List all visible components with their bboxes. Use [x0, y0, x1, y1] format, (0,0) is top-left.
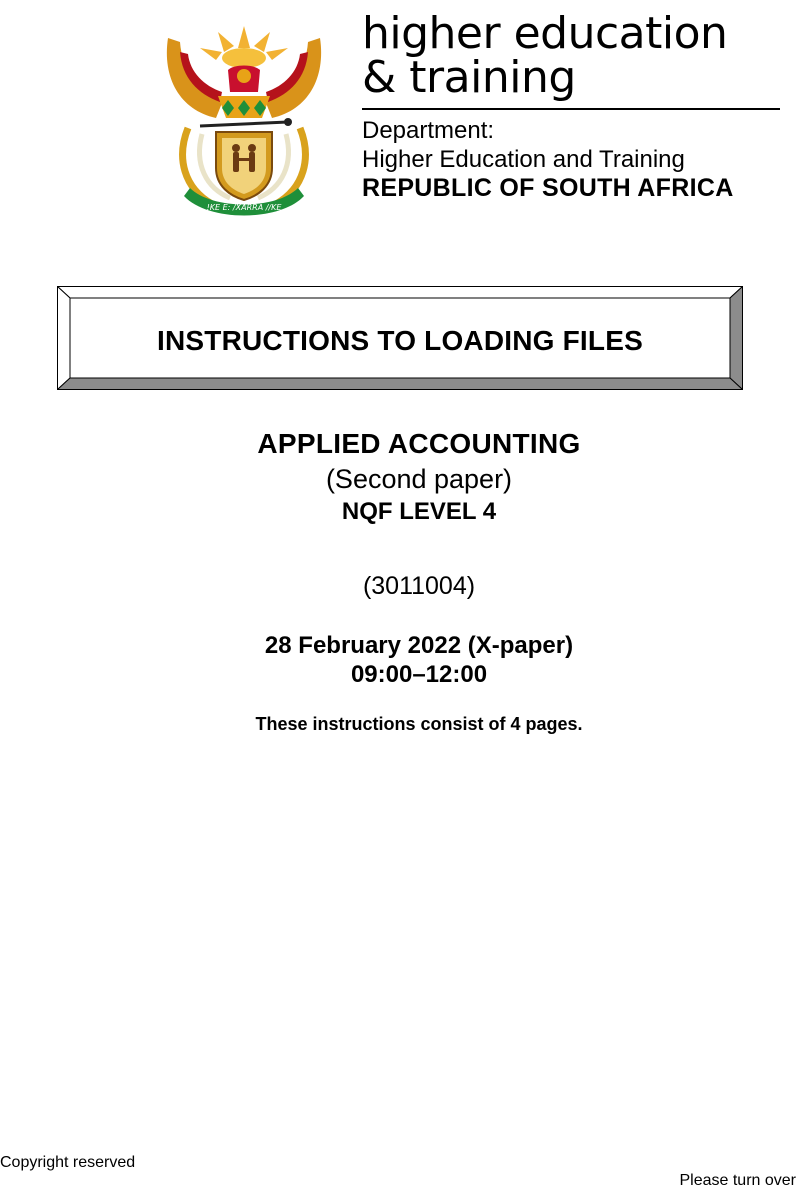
- paper-subtitle: (Second paper): [325, 464, 513, 494]
- brand-line-2: & training: [362, 52, 576, 103]
- motto-text: !KE E: /XARRA //KE: [206, 203, 282, 212]
- subject-code: (3011004): [362, 572, 476, 600]
- title-box: [57, 286, 743, 390]
- subject-title: APPLIED ACCOUNTING: [257, 428, 581, 459]
- exam-time: 09:00–12:00: [350, 661, 488, 688]
- coat-of-arms-logo: [158, 18, 330, 223]
- exam-date: 28 February 2022 (X-paper): [264, 632, 574, 659]
- department-name: Higher Education and Training: [362, 146, 685, 173]
- brand-divider: [362, 108, 780, 110]
- department-label: Department:: [362, 117, 495, 144]
- page-count-note: These instructions consist of 4 pages.: [255, 714, 583, 734]
- coat-of-arms-icon: [158, 18, 330, 223]
- copyright-notice: Copyright reserved: [0, 1154, 136, 1171]
- country-name: REPUBLIC OF SOUTH AFRICA: [362, 174, 734, 202]
- department-header: [362, 8, 787, 203]
- document-title: INSTRUCTIONS TO LOADING FILES: [157, 325, 643, 356]
- turn-over-note: Please turn over: [679, 1172, 796, 1189]
- nqf-level: NQF LEVEL 4: [341, 498, 497, 525]
- brand-line-1: higher education: [362, 8, 728, 59]
